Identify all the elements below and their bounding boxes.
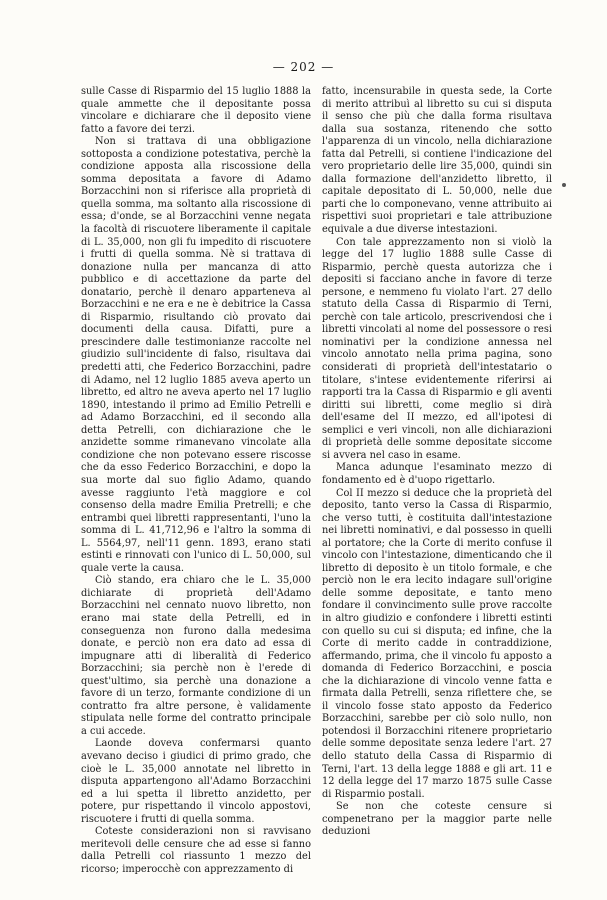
- paragraph: Con tale apprezzamento non si violò la legge del 17 luglio 1888 sulle Casse di Risparmio, perchè questa autorizza che i depositi si facciano anche in favore di terze persone, e nemmeno fu violato l'art. 27 dello statuto della Cassa di Risparmio di Terni, perchè con tale articolo, prescrivendosi che i libretti vincolati al nome del possessore o resi nominativi per la condizione annessa nel vincolo annotato nella prima pagina, sono considerati di proprietà dell'intestatario o titolare, s'intese evidentemente riferirsi ai rapporti tra la Cassa di Risparmio e gli aventi diritti sui libretti, come meglio si dirà dell'esame del II mezzo, ed all'ipotesi di semplici e veri vincoli, non alle dichiarazioni di proprietà delle somme depositate siccome si avvera nel caso in esame.: [322, 236, 552, 461]
- left-column: [81, 86, 311, 876]
- paragraph: sulle Casse di Risparmio del 15 luglio 1888 la quale ammette che il depositante possa vincolare e dichiarare che il deposito viene fatto a favore dei terzi.: [81, 86, 311, 135]
- paragraph: Col II mezzo si deduce che la proprietà del deposito, tanto verso la Cassa di Risparmio, che verso tutti, è costituita dall'intestazione nei libretti nominativi, e dal possesso in quelli al portatore; che la Corte di merito confuse il vincolo con l'intestazione, dimenticando che il libretto di deposito è un titolo formale, e che perciò non le era lecito indagare sull'origine delle somme depositate, e tanto meno fondare il convincimento sulle prove raccolte in altro giudizio e confondere i libretti estinti con quello su cui si disputa; ed infine, che la Corte di merito cadde in contraddizione, affermando, prima, che il vincolo fu apposto a domanda di Federico Borzacchini, e poscia che la dichiarazione di vincolo venne fatta e firmata dalla Petrelli, senza riflettere che, se il vincolo fosse stato apposto da Federico Borzacchini, sarebbe per ciò solo nullo, non potendosi il Borzacchini ritenere proprietario delle somme depositate senza ledere l'art. 27 dello statuto della Cassa di Risparmio di Terni, l'art. 13 della legge 1888 e gli art. 11 e 12 della legge del 17 marzo 1875 sulle Casse di Risparmio postali.: [322, 487, 552, 800]
- paragraph: fatto, incensurabile in questa sede, la Corte di merito attribuì al libretto su cui si disputa il senso che più che dalla forma risultava dalla sua sostanza, ritenendo che sotto l'apparenza di un vincolo, nella dichiarazione fatta dal Petrelli, si contiene l'indicazione del vero proprietario delle lire 35,000, quindi sin dalla formazione dell'anzidetto libretto, il capitale depositato di L. 50,000, nelle due parti che lo componevano, venne attribuito ai rispettivi suoi proprietari e tale attribuzione equivale a due diverse intestazioni.: [322, 86, 552, 236]
- page-number: — 202 —: [272, 60, 335, 74]
- right-column: [322, 86, 552, 839]
- paragraph: Coteste considerazioni non si ravvisano meritevoli delle censure che ad esse si fanno dalla Petrelli col riassunto 1 mezzo del ricorso; imperocchè con apprezzamento di: [81, 826, 311, 875]
- paragraph: Non si trattava di una obbligazione sottoposta a condizione potestativa, perchè la condizione apposta alla riscossione della somma depositata a favore di Adamo Borzacchini non si riferisce alla proprietà di quella somma, ma soltanto alla riscossione di essa; d'onde, se al Borzacchini venne negata la facoltà di riscuotere liberamente il capitale di L. 35,000, non gli fu impedito di riscuotere i frutti di quella somma. Nè si trattava di donazione nulla per mancanza di atto pubblico e di accettazione da parte del donatario, perchè il denaro apparteneva al Borzacchini e ne era e ne è debitrice la Cassa di Risparmio, risultando ciò provato dai documenti della causa. Difatti, pure a prescindere dalle testimonianze raccolte nel giudizio sull'incidente di falso, risultava dai predetti atti, che Federico Borzacchini, padre di Adamo, nel 12 luglio 1885 aveva aperto un libretto, ed altro ne aveva aperto nel 17 luglio 1890, intestando il primo ad Emilio Petrelli e ad Adamo Borzacchini, ed il secondo alla detta Petrelli, con dichiarazione che le anzidette somme rimanevano vincolate alla condizione che non potevano essere riscosse che da esso Federico Borzacchini, e dopo la sua morte dal suo figlio Adamo, quando avesse raggiunto l'età maggiore e col consenso della madre Emilia Pretrelli; e che entrambi quei libretti rappresentanti, l'uno la somma di L. 41,712,96 e l'altro la somma di L. 5564,97, nell'11 genn. 1893, erano stati estinti e rinnovati con l'unico di L. 50,000, sul quale verte la causa.: [81, 136, 311, 574]
- paragraph: Ciò stando, era chiaro che le L. 35,000 dichiarate di proprietà dell'Adamo Borzacchini nel cennato nuovo libretto, non erano mai state della Petrelli, ed in conseguenza non furono dalla medesima donate, e perciò non era dato ad essa di impugnare atti di liberalità di Federico Borzacchini; sia perchè non è l'erede di quest'ultimo, sia perchè una donazione a favore di un terzo, formante condizione di un contratto fra altre persone, è validamente stipulata nelle forme del contratto principale a cui accede.: [81, 575, 311, 737]
- margin-dot: [562, 183, 566, 187]
- paragraph: Laonde doveva confermarsi quanto avevano deciso i giudici di primo grado, che cioè le L. 35,000 annotate nel libretto in disputa appartengono all'Adamo Borzacchini ed a lui spetta il libretto anzidetto, per potere, pur rispettando il vincolo appostovi, riscuotere i frutti di quella somma.: [81, 738, 311, 825]
- paragraph: Manca adunque l'esaminato mezzo di fondamento ed è d'uopo rigettarlo.: [322, 462, 552, 486]
- paragraph: Se non che coteste censure si compenetrano per la maggior parte nelle deduzioni: [322, 801, 552, 838]
